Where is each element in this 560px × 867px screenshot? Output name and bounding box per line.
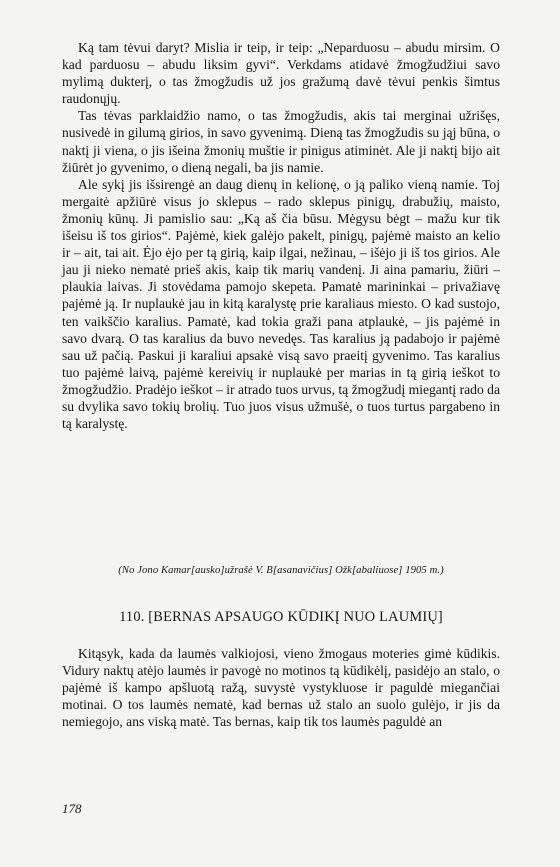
story-text-top [62, 39, 500, 432]
paragraph: Ale sykį jis išsirengė an daug dienų in kelionę, o ją paliko vieną namie. Toj mergaitė apžiūrė visus jo sklepus – rado sklepus pinigų, drabužių, maisto, žmonių kūnų. Ji pamislio sau: „Ką aš čia būsu. Mėgysu bėgt – mažu kur tik išeisu iš tos girios“. Pajėmė, kiek galėjo pakelt, pinigų, pajėmė maisto an kelio ir – ait, tai ait. Ėjo ėjo per tą girią, kaip ilgai, nežinau, – išėjo ji iš tos girios. Ale jau ji nieko nematė prieš akis, kaip tik marių vandenį. Ji aina pamariu, žiūri – plaukia laivas. Ji stovėdama pamojo skepeta. Pamatė marininkai – privažiavę pajėmė ją. Ir nuplaukė jau in kitą karalystę prie karaliaus miesto. O kad sustojo, ten vaikščio karalius. Pamatė, kad tokia graži pana atplaukė, – jis pajėmė in savo dvarą. O tas karalius da buvo nevedęs. Tas karalius ją padabojo ir pajėmė sau už pačią. Paskui ji karaliui apsakė visą savo praeitį gyvenimo. Tas karalius tuo pajėmė laivą, pajėmė kereivių ir nuplaukė per marias in tą girią ieškot to žmogžudžio. Pradėjo ieškot – ir atrado tuos urvus, tą žmogžudį miegantį rado da su dvylika savo tokių brolių. Tuo juos visus užmušė, o tuos turtus pargabeno in tą karalystę. [62, 176, 500, 432]
page-number: 178 [62, 801, 82, 816]
story-heading: 110. [BERNAS APSAUGO KŪDIKĮ NUO LAUMIŲ] [119, 609, 443, 625]
source-note: (No Jono Kamar[ausko]užrašė V. B[asanavičius] Ožk[abaliuose] 1905 m.) [118, 565, 444, 576]
paragraph: Tas tėvas parklaidžio namo, o tas žmogžudis, akis tai merginai užrišęs, nusivedė in gilumą girios, in savo gyvenimą. Dieną tas žmogžudis su jąj būna, o naktį ji viena, o jis išeina žmonių muštie ir pinigus atiminėt. Ale ji naktį bijo ait žiūrėt jo gyvenimo, o dieną negali, ba jis namie. [62, 108, 500, 175]
story-text-bottom [62, 645, 500, 730]
paragraph: Kitąsyk, kada da laumės valkiojosi, vieno žmogaus moteries gimė kūdikis. Vidury naktų atėjo laumės ir pavogė no motinos tą kūdikėlį, pasidėjo an stalo, o pajėmė iš kampo apšluotą ražą, suvystė vystykluose ir paguldė miegančiai motinai. O tos laumės nematė, kad bernas už stalo an suolo gulėjo, ir jis da nemiegojo, ans viską matė. Tas bernas, kaip tik tos laumės paguldė an [62, 646, 500, 730]
paragraph: Ką tam tėvui daryt? Mislia ir teip, ir teip: „Neparduosu – abudu mirsim. O kad parduosu – abudu liksim gyvi“. Verkdams atidavė žmogžudžiui savo mylimą dukterį, o tas žmogžudis už jos gražumą davė tėvui penkis šimtus raudonųjų. [62, 40, 500, 107]
